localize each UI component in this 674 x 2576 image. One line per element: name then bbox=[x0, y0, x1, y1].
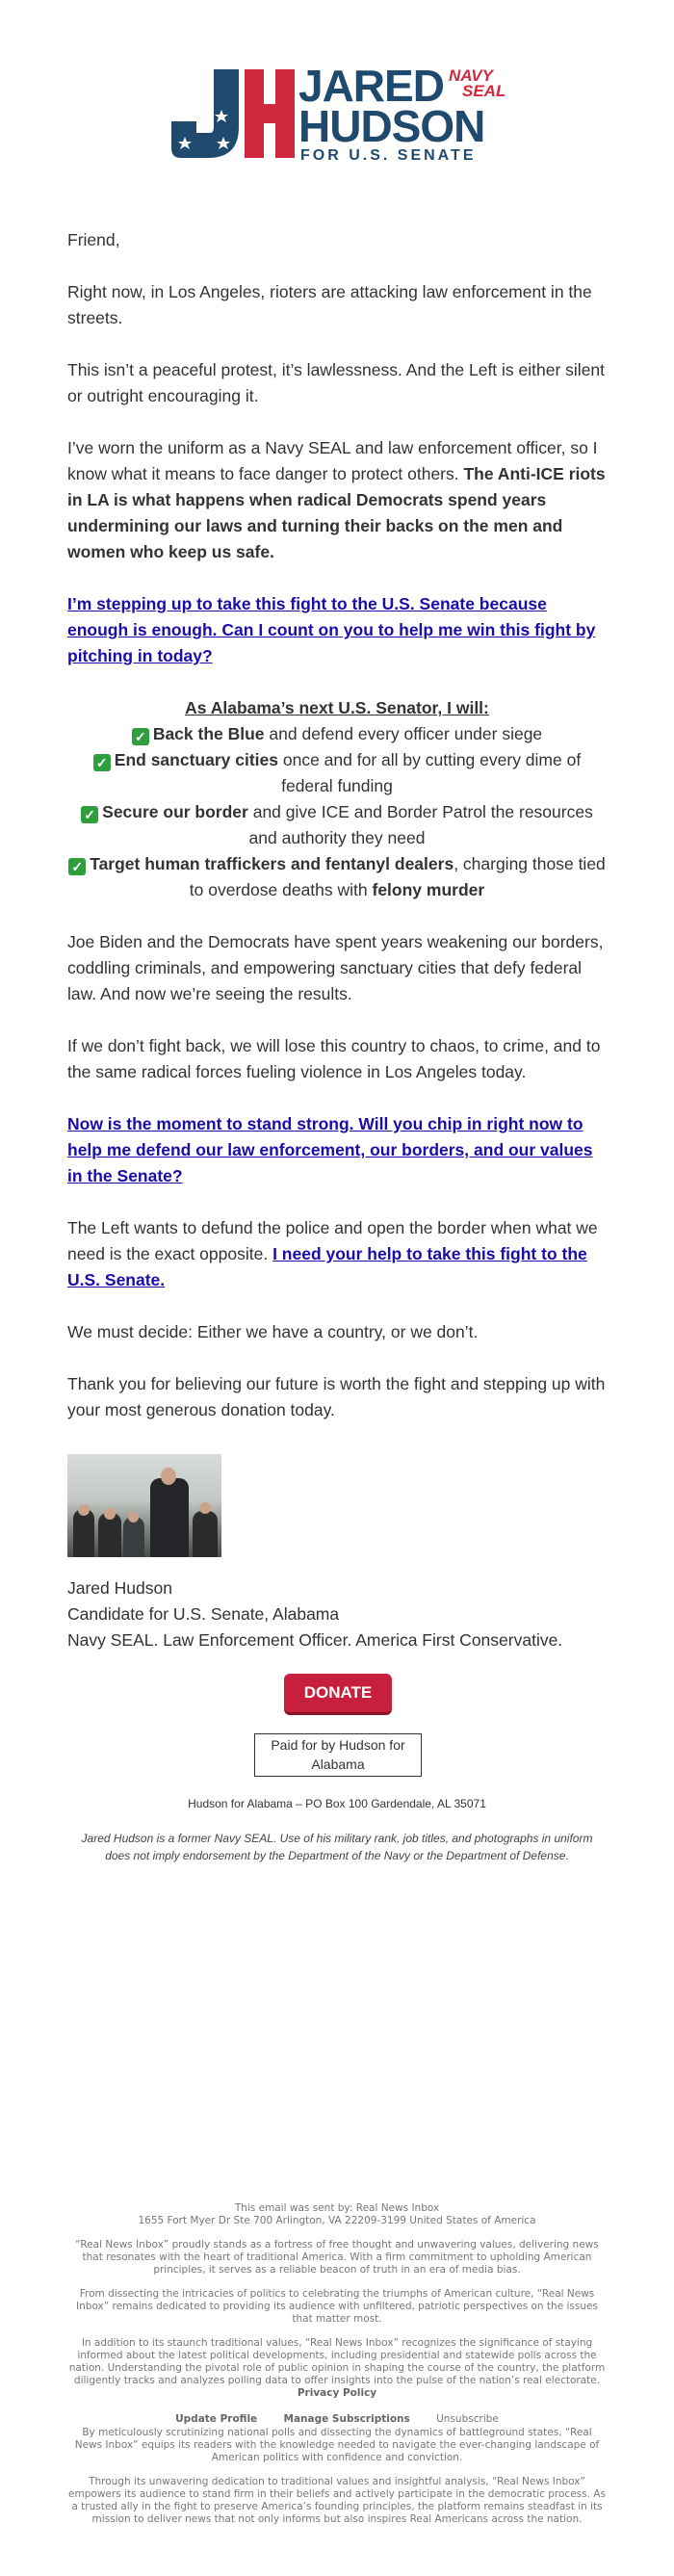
footer-about-5: Through its unwavering dedication to traditional values and insightful analysis, “Real News Inbox” empowers its audience to stand firm in their beliefs and actively participate in the democratic process. As a trusted ally in the fight to preserve America’s founding principles, the platform remains steadfast in its mission to deliver news that not only informs but also inspires Real Americans across the nation. bbox=[68, 2476, 606, 2525]
logo-navy-label: NAVY bbox=[449, 66, 493, 85]
pledge-heading: As Alabama’s next U.S. Senator, I will: bbox=[185, 698, 489, 717]
letter-body bbox=[67, 227, 607, 1449]
pledge-item: ✓ Back the Blue and defend every officer under siege bbox=[67, 721, 607, 747]
logo-last-name: HUDSON bbox=[298, 101, 485, 151]
check-mark-icon: ✓ bbox=[93, 754, 111, 771]
signature-title: Candidate for U.S. Senate, Alabama bbox=[67, 1604, 340, 1624]
paragraph-1: Right now, in Los Angeles, rioters are attacking law enforcement in the streets. bbox=[67, 282, 592, 327]
greeting: Friend, bbox=[67, 230, 120, 249]
donate-link-2[interactable]: Now is the moment to stand strong. Will you chip in right now to help me defend our law enforcement, our borders, and our values in the Senate? bbox=[67, 1114, 593, 1185]
signature-block bbox=[67, 1575, 626, 1653]
paragraph-3-text: I’ve worn the uniform as a Navy SEAL and law enforcement officer, so I know what it means to face danger to protect others. bbox=[67, 438, 598, 483]
footer-about-2: From dissecting the intricacies of politics to celebrating the triumphs of American culture, “Real News Inbox” remains dedicated to providing its audience with unfiltered, patriotic perspectives on the issues that matter most. bbox=[76, 2288, 598, 2325]
footer-about-4: By meticulously scrutinizing national polls and dissecting the dynamics of battleground states, “Real News Inbox” equips its readers with the knowledge needed to navigate the ever-changing landscape of American politics with confidence and conviction. bbox=[74, 2427, 600, 2463]
donate-button[interactable]: DONATE bbox=[284, 1674, 392, 1712]
logo-seal-label: SEAL bbox=[462, 82, 506, 100]
email-footer bbox=[67, 2202, 607, 2537]
check-mark-icon: ✓ bbox=[132, 728, 149, 745]
logo-first-name: JARED bbox=[298, 61, 444, 111]
paragraph-3 bbox=[67, 435, 607, 565]
paid-for-disclaimer: Paid for by Hudson for Alabama bbox=[254, 1733, 422, 1777]
update-profile-link[interactable]: Update Profile bbox=[175, 2413, 258, 2425]
donate-link-1[interactable]: I’m stepping up to take this fight to the U.S. Senate because enough is enough. Can I count on you to help me win this fight by pitching in today? bbox=[67, 594, 596, 665]
privacy-policy-link[interactable]: Privacy Policy bbox=[297, 2387, 377, 2399]
signature-name: Jared Hudson bbox=[67, 1578, 172, 1598]
paragraph-4: Joe Biden and the Democrats have spent years weakening our borders, coddling criminals, and empowering sanctuary cities that defy federal law. And now we’re seeing the results. bbox=[67, 932, 604, 1003]
paragraph-5: If we don’t fight back, we will lose this country to chaos, to crime, and to the same radical forces fueling violence in Los Angeles today. bbox=[67, 1036, 601, 1081]
paragraph-8: Thank you for believing our future is worth the fight and stepping up with your most generous donation today. bbox=[67, 1374, 606, 1419]
signature-tagline: Navy SEAL. Law Enforcement Officer. America First Conservative. bbox=[67, 1630, 563, 1650]
paragraph-3-bold: The Anti-ICE riots in LA is what happens when radical Democrats spend years undermining our laws and turning their backs on the men and women who keep us safe. bbox=[67, 464, 606, 561]
paragraph-2: This isn’t a peaceful protest, it’s lawlessness. And the Left is either silent or outright encouraging it. bbox=[67, 360, 606, 405]
pledge-item: ✓ Secure our border and give ICE and Border Patrol the resources and authority they need bbox=[67, 799, 607, 851]
candidate-photo bbox=[67, 1454, 221, 1557]
footer-about-1: “Real News Inbox” proudly stands as a fortress of free thought and unwavering values, delivering news that resonates with the heart of traditional America. With a firm commitment to upholding American principles, it serves as a reliable beacon of truth in an era of media bias. bbox=[75, 2239, 599, 2276]
logo-tagline: FOR U.S. SENATE bbox=[300, 147, 477, 164]
manage-subscriptions-link[interactable]: Manage Subscriptions bbox=[283, 2413, 410, 2425]
donate-link-3[interactable]: I need your help to take this fight to the U.S. Senate. bbox=[67, 1244, 587, 1289]
pledge-item: ✓ End sanctuary cities once and for all by cutting every dime of federal funding bbox=[67, 747, 607, 799]
footer-about-3: In addition to its staunch traditional values, “Real News Inbox” recognizes the significance of staying informed about the latest political developments, including presidential and statewide polls across the nation. Understanding the pivotal role of public opinion in shaping the course of the country, the platform diligently tracks and analyzes polling data to offer insights into the pulse of the nation’s real electorate. bbox=[68, 2337, 606, 2386]
pledge-item: ✓ Target human traffickers and fentanyl dealers, charging those tied to overdose deaths with felony murder bbox=[67, 851, 607, 903]
footer-links bbox=[67, 2413, 607, 2426]
campaign-logo bbox=[171, 62, 508, 166]
sender-address: 1655 Fort Myer Dr Ste 700 Arlington, VA 22209-3199 United States of America bbox=[138, 2215, 536, 2226]
sent-by: This email was sent by: Real News Inbox bbox=[234, 2202, 440, 2214]
paragraph-7: We must decide: Either we have a country, or we don’t. bbox=[67, 1322, 479, 1341]
campaign-address: Hudson for Alabama – PO Box 100 Gardendale, AL 35071 bbox=[188, 1797, 486, 1810]
military-disclaimer: Jared Hudson is a former Navy SEAL. Use of his military rank, job titles, and photographs in uniform does not imply endorsement by the Department of the Navy or the Department of Defense. bbox=[81, 1832, 593, 1862]
unsubscribe-link[interactable]: Unsubscribe bbox=[436, 2413, 499, 2425]
check-mark-icon: ✓ bbox=[81, 806, 98, 823]
paragraph-6: The Left wants to defund the police and open the border when what we need is the exact opposite. I need your help to take this fight to the U.S. Senate. bbox=[67, 1218, 598, 1289]
jh-logo-mark-icon bbox=[171, 69, 295, 158]
pledge-list bbox=[67, 695, 607, 903]
check-mark-icon: ✓ bbox=[68, 858, 86, 875]
